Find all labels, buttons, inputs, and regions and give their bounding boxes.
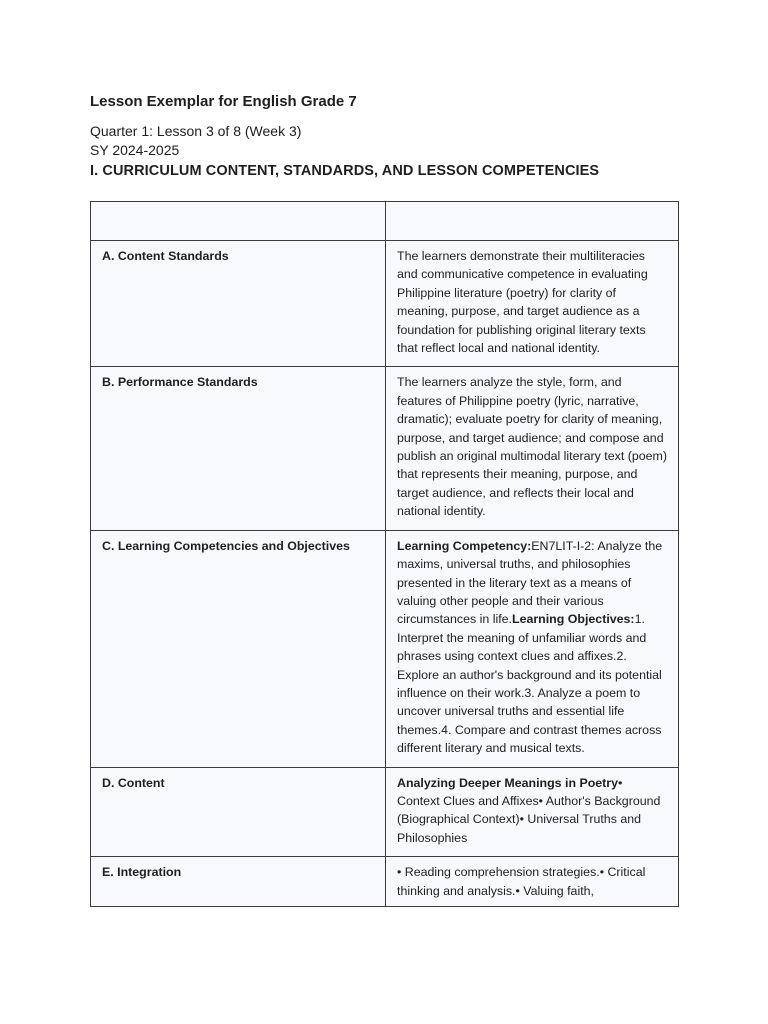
document-page: [90, 92, 680, 898]
school-year: SY 2024-2025: [90, 142, 180, 158]
header-cell-left: [91, 202, 386, 241]
row-text: The learners analyze the style, form, and features of Philippine poetry (lyric, narrative, dramatic); evaluate poetry for clarity of meaning, purpose, and target audience; and compose and publish an original multimodal literary text (poem) that represents their meaning, purpose, and target audience, and reflects their local and national identity.: [386, 367, 679, 530]
competency-text: EN7LIT-I-2: Analyze the maxims, universal truths, and philosophies presented in the literary text as a means of valuing other people and their various circumstances in life.: [397, 538, 663, 627]
row-label: E. Integration: [91, 857, 386, 907]
header-cell-right: [386, 202, 679, 241]
content-title: Analyzing Deeper Meanings in Poetry: [397, 775, 619, 790]
row-label: B. Performance Standards: [91, 367, 386, 530]
row-text: The learners demonstrate their multiliteracies and communicative competence in evaluating Philippine literature (poetry) for clarity of meaning, purpose, and target audience as a foundation for publishing original literary texts that reflect local and national identity.: [386, 241, 679, 367]
row-text: [386, 530, 679, 767]
curriculum-table: [90, 201, 679, 907]
section-heading: I. CURRICULUM CONTENT, STANDARDS, AND LESSON COMPETENCIES: [90, 163, 600, 179]
table-row-content: [91, 767, 679, 857]
document-title: Lesson Exemplar for English Grade 7: [90, 93, 357, 110]
objectives-label: Learning Objectives:: [512, 612, 635, 627]
objectives-text: 1. Interpret the meaning of unfamiliar words and phrases using context clues and affixes.2. Explore an author's background and its potential influence on their work.3. Analyze a poem to uncover universal truths and essential life themes.4. Compare and contrast themes across different literary and musical texts.: [397, 612, 662, 756]
table-row-integration: [91, 857, 679, 907]
quarter-line: Quarter 1: Lesson 3 of 8 (Week 3): [90, 123, 302, 139]
table-row-content-standards: [91, 241, 679, 367]
table-header-row: [91, 202, 679, 241]
row-label: A. Content Standards: [91, 241, 386, 367]
row-text: • Reading comprehension strategies.• Critical thinking and analysis.• Valuing faith,: [386, 857, 679, 907]
competency-label: Learning Competency:: [397, 538, 532, 553]
table-row-learning-competencies: [91, 530, 679, 767]
row-label: C. Learning Competencies and Objectives: [91, 530, 386, 767]
row-text: [386, 767, 679, 857]
table-row-performance-standards: [91, 367, 679, 530]
content-text: • Context Clues and Affixes• Author's Background (Biographical Context)• Universal Truths and Philosophies: [397, 775, 661, 845]
row-label: D. Content: [91, 767, 386, 857]
